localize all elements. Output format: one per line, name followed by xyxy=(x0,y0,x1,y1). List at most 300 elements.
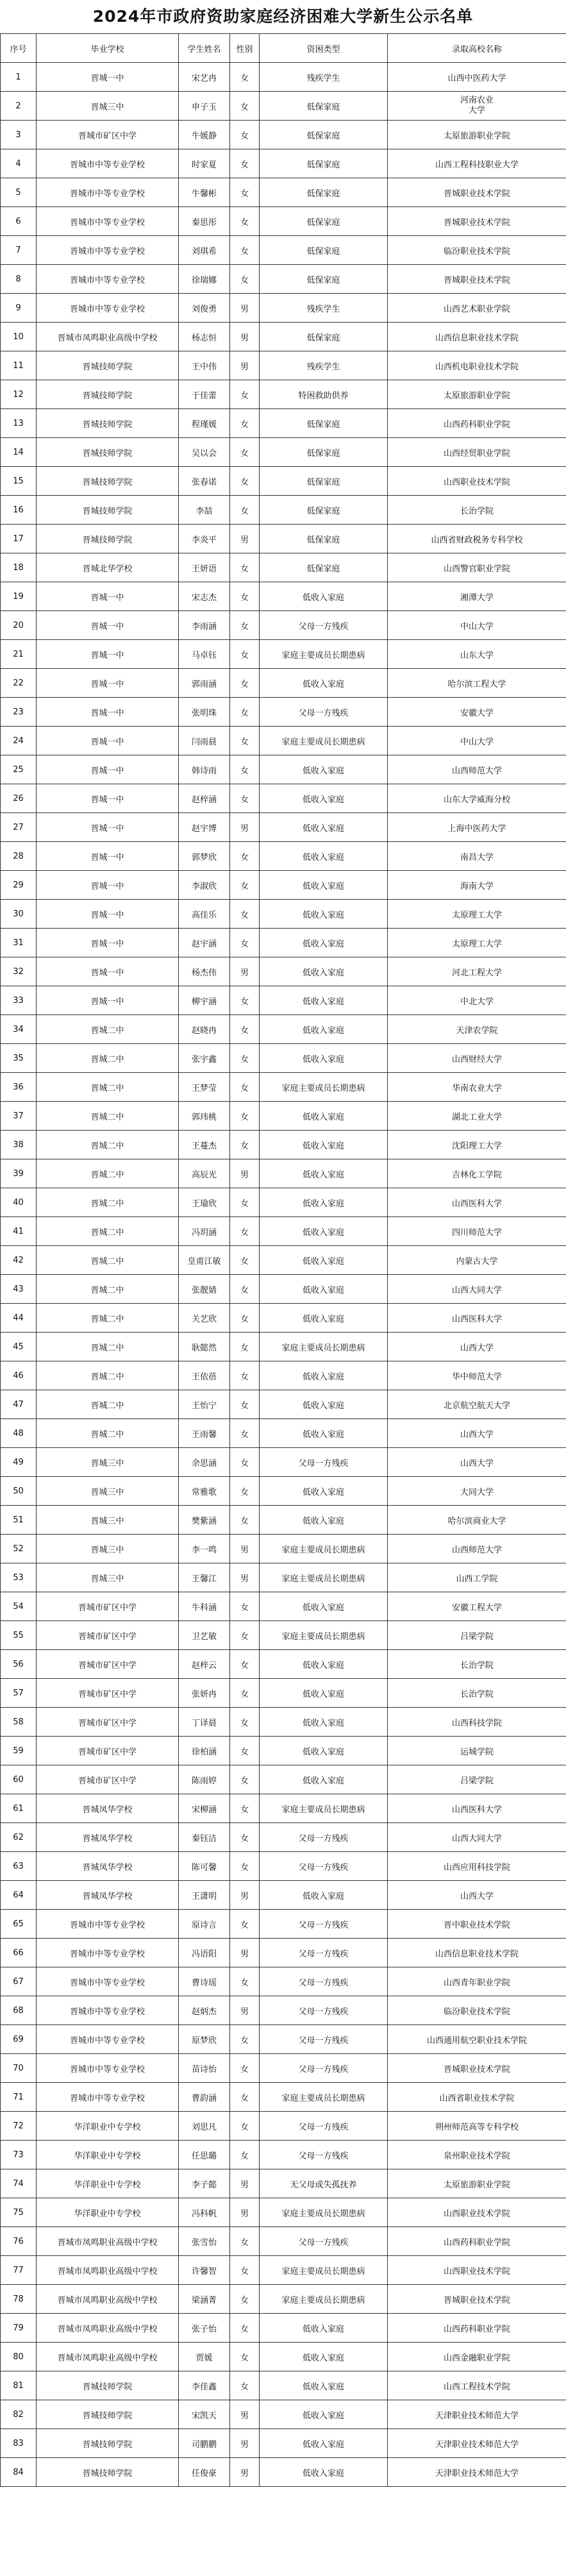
cell-school: 晋城二中 xyxy=(37,1333,179,1361)
cell-sex: 男 xyxy=(230,1159,260,1188)
cell-type: 残疾学生 xyxy=(260,63,388,92)
cell-no: 84 xyxy=(1,2458,37,2487)
cell-name: 卫艺敏 xyxy=(179,1621,230,1650)
cell-no: 80 xyxy=(1,2343,37,2371)
cell-name: 宋凯天 xyxy=(179,2400,230,2429)
cell-univ: 长治学院 xyxy=(388,1650,566,1679)
cell-univ: 哈尔滨工程大学 xyxy=(388,669,566,698)
cell-no: 36 xyxy=(1,1073,37,1102)
cell-school: 晋城三中 xyxy=(37,1506,179,1535)
table-row xyxy=(1,438,566,467)
cell-name: 任俊豪 xyxy=(179,2458,230,2487)
cell-sex: 女 xyxy=(230,1650,260,1679)
cell-name: 丁译晨 xyxy=(179,1708,230,1737)
cell-univ: 太原理工大学 xyxy=(388,929,566,957)
table-row xyxy=(1,525,566,553)
cell-name: 冯玥涵 xyxy=(179,1217,230,1246)
cell-type: 残疾学生 xyxy=(260,294,388,323)
table-row xyxy=(1,63,566,92)
cell-school: 晋城市中等专业学校 xyxy=(37,2083,179,2112)
cell-univ: 太原理工大学 xyxy=(388,900,566,929)
cell-no: 47 xyxy=(1,1390,37,1419)
cell-school: 晋城二中 xyxy=(37,1275,179,1304)
cell-type: 低收入家庭 xyxy=(260,1650,388,1679)
cell-type: 低收入家庭 xyxy=(260,755,388,784)
cell-univ: 山西机电职业技术学院 xyxy=(388,351,566,380)
cell-univ: 山西省职业技术学院 xyxy=(388,2083,566,2112)
cell-sex: 男 xyxy=(230,294,260,323)
cell-type: 低保家庭 xyxy=(260,92,388,121)
cell-type: 低收入家庭 xyxy=(260,2314,388,2343)
cell-school: 晋城技师学院 xyxy=(37,351,179,380)
cell-school: 晋城三中 xyxy=(37,1448,179,1477)
cell-type: 家庭主要成员长期患病 xyxy=(260,1621,388,1650)
cell-sex: 女 xyxy=(230,1217,260,1246)
cell-name: 王雨馨 xyxy=(179,1419,230,1448)
cell-univ: 山东大学威海分校 xyxy=(388,784,566,813)
cell-name: 徐瑞娜 xyxy=(179,265,230,294)
cell-univ: 山西经贸职业学院 xyxy=(388,438,566,467)
cell-no: 8 xyxy=(1,265,37,294)
cell-no: 23 xyxy=(1,698,37,727)
header-sex: 性别 xyxy=(230,34,260,63)
cell-no: 26 xyxy=(1,784,37,813)
cell-school: 晋城技师学院 xyxy=(37,409,179,438)
cell-school: 晋城一中 xyxy=(37,640,179,669)
cell-no: 52 xyxy=(1,1535,37,1563)
cell-sex: 男 xyxy=(230,813,260,842)
cell-univ: 山西大学 xyxy=(388,1448,566,1477)
cell-sex: 女 xyxy=(230,784,260,813)
cell-type: 父母一方残疾 xyxy=(260,1996,388,2025)
cell-school: 晋城三中 xyxy=(37,1477,179,1506)
table-row xyxy=(1,351,566,380)
cell-no: 12 xyxy=(1,380,37,409)
cell-univ: 沈阳理工大学 xyxy=(388,1131,566,1159)
cell-sex: 女 xyxy=(230,929,260,957)
cell-univ: 海南大学 xyxy=(388,871,566,900)
cell-no: 64 xyxy=(1,1881,37,1910)
cell-type: 低收入家庭 xyxy=(260,1419,388,1448)
cell-type: 父母一方残疾 xyxy=(260,1448,388,1477)
cell-no: 21 xyxy=(1,640,37,669)
cell-name: 王怡宁 xyxy=(179,1390,230,1419)
cell-univ: 大同大学 xyxy=(388,1477,566,1506)
table-row xyxy=(1,2314,566,2343)
cell-no: 37 xyxy=(1,1102,37,1131)
cell-name: 皇甫江敏 xyxy=(179,1246,230,1275)
cell-no: 2 xyxy=(1,92,37,121)
cell-type: 低保家庭 xyxy=(260,496,388,525)
cell-sex: 女 xyxy=(230,1361,260,1390)
cell-type: 低收入家庭 xyxy=(260,2343,388,2371)
cell-school: 晋城二中 xyxy=(37,1390,179,1419)
cell-name: 耿懿然 xyxy=(179,1333,230,1361)
cell-sex: 女 xyxy=(230,1333,260,1361)
cell-no: 18 xyxy=(1,553,37,582)
cell-no: 32 xyxy=(1,957,37,986)
cell-school: 晋城市中等专业学校 xyxy=(37,2054,179,2083)
cell-univ: 中山大学 xyxy=(388,611,566,640)
cell-sex: 女 xyxy=(230,1390,260,1419)
table-row xyxy=(1,2429,566,2458)
cell-school: 晋城一中 xyxy=(37,63,179,92)
cell-school: 晋城市中等专业学校 xyxy=(37,294,179,323)
table-row xyxy=(1,1563,566,1592)
cell-school: 晋城三中 xyxy=(37,1535,179,1563)
table-row xyxy=(1,1650,566,1679)
cell-no: 46 xyxy=(1,1361,37,1390)
table-row xyxy=(1,1535,566,1563)
table-row xyxy=(1,2054,566,2083)
cell-sex: 女 xyxy=(230,1304,260,1333)
cell-name: 张靓婧 xyxy=(179,1275,230,1304)
table-row xyxy=(1,409,566,438)
cell-sex: 女 xyxy=(230,496,260,525)
table-row xyxy=(1,1304,566,1333)
cell-type: 低收入家庭 xyxy=(260,929,388,957)
cell-type: 无父母或失孤抚养 xyxy=(260,2169,388,2198)
cell-type: 父母一方残疾 xyxy=(260,1823,388,1852)
cell-sex: 女 xyxy=(230,409,260,438)
cell-name: 刘思凡 xyxy=(179,2112,230,2141)
cell-sex: 女 xyxy=(230,1448,260,1477)
cell-no: 57 xyxy=(1,1679,37,1708)
cell-name: 张妍冉 xyxy=(179,1679,230,1708)
cell-type: 父母一方残疾 xyxy=(260,2112,388,2141)
table-row xyxy=(1,2198,566,2227)
cell-univ: 山西大同大学 xyxy=(388,1823,566,1852)
cell-univ: 山西大学 xyxy=(388,1419,566,1448)
cell-sex: 女 xyxy=(230,1419,260,1448)
cell-school: 晋城二中 xyxy=(37,1015,179,1044)
table-row xyxy=(1,986,566,1015)
cell-name: 王妍语 xyxy=(179,553,230,582)
cell-name: 曹诗瑶 xyxy=(179,1967,230,1996)
table-row xyxy=(1,2141,566,2169)
cell-univ: 山西医科大学 xyxy=(388,1794,566,1823)
cell-school: 晋城二中 xyxy=(37,1419,179,1448)
cell-no: 49 xyxy=(1,1448,37,1477)
table-row xyxy=(1,2400,566,2429)
cell-school: 晋城一中 xyxy=(37,669,179,698)
cell-no: 16 xyxy=(1,496,37,525)
cell-type: 家庭主要成员长期患病 xyxy=(260,2083,388,2112)
cell-name: 马卓钰 xyxy=(179,640,230,669)
cell-type: 低保家庭 xyxy=(260,207,388,236)
cell-univ: 临汾职业技术学院 xyxy=(388,1996,566,2025)
cell-name: 李炎平 xyxy=(179,525,230,553)
cell-sex: 男 xyxy=(230,957,260,986)
cell-name: 吴以会 xyxy=(179,438,230,467)
cell-sex: 女 xyxy=(230,1910,260,1939)
cell-name: 高辰光 xyxy=(179,1159,230,1188)
cell-school: 晋城市中等专业学校 xyxy=(37,1996,179,2025)
cell-no: 53 xyxy=(1,1563,37,1592)
cell-name: 赵梓云 xyxy=(179,1650,230,1679)
cell-school: 晋城市凤鸣职业高级中学校 xyxy=(37,323,179,351)
cell-school: 晋城技师学院 xyxy=(37,467,179,496)
cell-type: 低收入家庭 xyxy=(260,986,388,1015)
cell-no: 34 xyxy=(1,1015,37,1044)
cell-type: 低保家庭 xyxy=(260,178,388,207)
cell-no: 20 xyxy=(1,611,37,640)
cell-name: 程瑾媛 xyxy=(179,409,230,438)
cell-univ: 山西通用航空职业技术学院 xyxy=(388,2025,566,2054)
cell-sex: 女 xyxy=(230,2141,260,2169)
table-row xyxy=(1,1246,566,1275)
table-row xyxy=(1,323,566,351)
cell-sex: 女 xyxy=(230,1679,260,1708)
cell-school: 晋城市中等专业学校 xyxy=(37,1910,179,1939)
cell-sex: 女 xyxy=(230,640,260,669)
cell-no: 11 xyxy=(1,351,37,380)
cell-school: 华洋职业中专学校 xyxy=(37,2198,179,2227)
table-row xyxy=(1,2285,566,2314)
cell-univ: 山东大学 xyxy=(388,640,566,669)
cell-univ: 山西药科职业学院 xyxy=(388,2314,566,2343)
cell-type: 家庭主要成员长期患病 xyxy=(260,2256,388,2285)
cell-type: 低保家庭 xyxy=(260,553,388,582)
cell-sex: 女 xyxy=(230,380,260,409)
cell-name: 李淑欣 xyxy=(179,871,230,900)
cell-name: 赵宇博 xyxy=(179,813,230,842)
table-row xyxy=(1,2083,566,2112)
cell-type: 低收入家庭 xyxy=(260,582,388,611)
cell-univ: 山西师范大学 xyxy=(388,1535,566,1563)
table-row xyxy=(1,1419,566,1448)
table-row xyxy=(1,236,566,265)
table-row xyxy=(1,1881,566,1910)
cell-sex: 女 xyxy=(230,2343,260,2371)
recipients-table xyxy=(0,33,566,2487)
cell-univ: 中北大学 xyxy=(388,986,566,1015)
cell-name: 李雨涵 xyxy=(179,611,230,640)
cell-school: 晋城技师学院 xyxy=(37,525,179,553)
cell-school: 华洋职业中专学校 xyxy=(37,2169,179,2198)
table-row xyxy=(1,1217,566,1246)
cell-no: 76 xyxy=(1,2227,37,2256)
cell-type: 低收入家庭 xyxy=(260,900,388,929)
cell-sex: 女 xyxy=(230,121,260,149)
cell-type: 低收入家庭 xyxy=(260,1304,388,1333)
cell-sex: 女 xyxy=(230,2314,260,2343)
cell-type: 低保家庭 xyxy=(260,525,388,553)
cell-school: 晋城市矿区中学 xyxy=(37,1765,179,1794)
cell-school: 晋城一中 xyxy=(37,929,179,957)
table-row xyxy=(1,1939,566,1967)
cell-no: 77 xyxy=(1,2256,37,2285)
cell-univ: 太原旅游职业学院 xyxy=(388,2169,566,2198)
cell-name: 李一鸣 xyxy=(179,1535,230,1563)
cell-sex: 女 xyxy=(230,149,260,178)
cell-type: 低保家庭 xyxy=(260,121,388,149)
cell-type: 低收入家庭 xyxy=(260,842,388,871)
cell-no: 27 xyxy=(1,813,37,842)
cell-type: 父母一方残疾 xyxy=(260,1910,388,1939)
cell-school: 晋城一中 xyxy=(37,900,179,929)
cell-univ: 山西财经大学 xyxy=(388,1044,566,1073)
cell-no: 71 xyxy=(1,2083,37,2112)
cell-sex: 女 xyxy=(230,755,260,784)
table-row xyxy=(1,1015,566,1044)
table-row xyxy=(1,2458,566,2487)
cell-no: 83 xyxy=(1,2429,37,2458)
cell-school: 晋城北华学校 xyxy=(37,553,179,582)
cell-univ: 山西职业技术学院 xyxy=(388,467,566,496)
cell-type: 低收入家庭 xyxy=(260,1708,388,1737)
cell-name: 张春诺 xyxy=(179,467,230,496)
cell-no: 67 xyxy=(1,1967,37,1996)
table-row xyxy=(1,1852,566,1881)
cell-no: 45 xyxy=(1,1333,37,1361)
cell-no: 72 xyxy=(1,2112,37,2141)
cell-name: 徐柏涵 xyxy=(179,1737,230,1765)
cell-univ: 天津职业技术师范大学 xyxy=(388,2400,566,2429)
cell-univ: 长治学院 xyxy=(388,1679,566,1708)
table-row xyxy=(1,1131,566,1159)
cell-univ: 山西信息职业技术学院 xyxy=(388,323,566,351)
cell-univ: 朔州师范高等专科学校 xyxy=(388,2112,566,2141)
cell-school: 晋城二中 xyxy=(37,1102,179,1131)
cell-name: 余思涵 xyxy=(179,1448,230,1477)
cell-no: 44 xyxy=(1,1304,37,1333)
cell-school: 晋城一中 xyxy=(37,842,179,871)
cell-school: 晋城一中 xyxy=(37,698,179,727)
cell-no: 14 xyxy=(1,438,37,467)
table-body xyxy=(1,63,566,2487)
cell-school: 晋城一中 xyxy=(37,755,179,784)
header-school: 毕业学校 xyxy=(37,34,179,63)
cell-univ: 河北工程大学 xyxy=(388,957,566,986)
cell-type: 低收入家庭 xyxy=(260,1390,388,1419)
cell-univ: 湖北工业大学 xyxy=(388,1102,566,1131)
cell-name: 高佳乐 xyxy=(179,900,230,929)
cell-school: 晋城一中 xyxy=(37,784,179,813)
cell-univ: 晋城职业技术学院 xyxy=(388,2285,566,2314)
cell-sex: 女 xyxy=(230,611,260,640)
table-row xyxy=(1,2256,566,2285)
cell-type: 家庭主要成员长期患病 xyxy=(260,1073,388,1102)
table-row xyxy=(1,1073,566,1102)
cell-no: 82 xyxy=(1,2400,37,2429)
cell-type: 父母一方残疾 xyxy=(260,1967,388,1996)
cell-type: 家庭主要成员长期患病 xyxy=(260,727,388,755)
cell-type: 低收入家庭 xyxy=(260,1015,388,1044)
cell-type: 父母一方残疾 xyxy=(260,2025,388,2054)
cell-school: 晋城技师学院 xyxy=(37,496,179,525)
cell-name: 梁涵菁 xyxy=(179,2285,230,2314)
table-row xyxy=(1,178,566,207)
cell-sex: 女 xyxy=(230,178,260,207)
cell-type: 低收入家庭 xyxy=(260,957,388,986)
cell-sex: 女 xyxy=(230,265,260,294)
cell-name: 郭梦欣 xyxy=(179,842,230,871)
cell-type: 低收入家庭 xyxy=(260,1881,388,1910)
cell-univ: 安徽大学 xyxy=(388,698,566,727)
cell-name: 赵宇涵 xyxy=(179,929,230,957)
cell-name: 樊紫涵 xyxy=(179,1506,230,1535)
cell-type: 父母一方残疾 xyxy=(260,2227,388,2256)
cell-sex: 男 xyxy=(230,1563,260,1592)
header-type: 资困类型 xyxy=(260,34,388,63)
cell-name: 张宇鑫 xyxy=(179,1044,230,1073)
cell-name: 赵梓涵 xyxy=(179,784,230,813)
cell-name: 王瑜欣 xyxy=(179,1188,230,1217)
cell-type: 低收入家庭 xyxy=(260,2458,388,2487)
cell-sex: 女 xyxy=(230,438,260,467)
cell-name: 于佳蕾 xyxy=(179,380,230,409)
table-row xyxy=(1,1765,566,1794)
cell-univ: 山西应用科技学院 xyxy=(388,1852,566,1881)
cell-univ: 山西工程技术学院 xyxy=(388,2371,566,2400)
cell-name: 王中伟 xyxy=(179,351,230,380)
cell-sex: 女 xyxy=(230,1506,260,1535)
cell-univ: 山西大同大学 xyxy=(388,1275,566,1304)
table-row xyxy=(1,1910,566,1939)
cell-univ: 山西药科职业学院 xyxy=(388,409,566,438)
cell-univ: 晋中职业技术学院 xyxy=(388,1910,566,1939)
cell-no: 39 xyxy=(1,1159,37,1188)
cell-sex: 女 xyxy=(230,2371,260,2400)
table-row xyxy=(1,294,566,323)
cell-name: 闫雨晨 xyxy=(179,727,230,755)
table-row xyxy=(1,121,566,149)
cell-univ: 吉林化工学院 xyxy=(388,1159,566,1188)
cell-no: 9 xyxy=(1,294,37,323)
cell-univ: 山西青年职业学院 xyxy=(388,1967,566,1996)
cell-sex: 女 xyxy=(230,900,260,929)
cell-univ: 南昌大学 xyxy=(388,842,566,871)
cell-school: 晋城二中 xyxy=(37,1246,179,1275)
cell-school: 晋城市中等专业学校 xyxy=(37,178,179,207)
cell-univ: 四川师范大学 xyxy=(388,1217,566,1246)
cell-school: 晋城凤华学校 xyxy=(37,1794,179,1823)
cell-sex: 女 xyxy=(230,871,260,900)
cell-type: 低收入家庭 xyxy=(260,1765,388,1794)
cell-no: 31 xyxy=(1,929,37,957)
cell-no: 62 xyxy=(1,1823,37,1852)
cell-sex: 女 xyxy=(230,1708,260,1737)
cell-sex: 男 xyxy=(230,2169,260,2198)
cell-school: 晋城市矿区中学 xyxy=(37,1679,179,1708)
cell-no: 55 xyxy=(1,1621,37,1650)
cell-univ: 泉州职业技术学院 xyxy=(388,2141,566,2169)
cell-type: 低收入家庭 xyxy=(260,1679,388,1708)
cell-type: 父母一方残疾 xyxy=(260,2054,388,2083)
cell-sex: 男 xyxy=(230,323,260,351)
cell-school: 晋城市矿区中学 xyxy=(37,1708,179,1737)
cell-no: 1 xyxy=(1,63,37,92)
cell-name: 张明珠 xyxy=(179,698,230,727)
cell-no: 65 xyxy=(1,1910,37,1939)
table-row xyxy=(1,1159,566,1188)
cell-school: 晋城市凤鸣职业高级中学校 xyxy=(37,2256,179,2285)
cell-type: 低收入家庭 xyxy=(260,871,388,900)
cell-sex: 男 xyxy=(230,351,260,380)
cell-type: 低收入家庭 xyxy=(260,1102,388,1131)
cell-sex: 女 xyxy=(230,1477,260,1506)
table-row xyxy=(1,1708,566,1737)
table-row xyxy=(1,900,566,929)
table-row xyxy=(1,1188,566,1217)
cell-school: 晋城市中等专业学校 xyxy=(37,149,179,178)
cell-univ: 山西警官职业学院 xyxy=(388,553,566,582)
cell-name: 关艺欣 xyxy=(179,1304,230,1333)
cell-type: 低收入家庭 xyxy=(260,1361,388,1390)
cell-univ: 山西科技学院 xyxy=(388,1708,566,1737)
cell-name: 陈雨婷 xyxy=(179,1765,230,1794)
